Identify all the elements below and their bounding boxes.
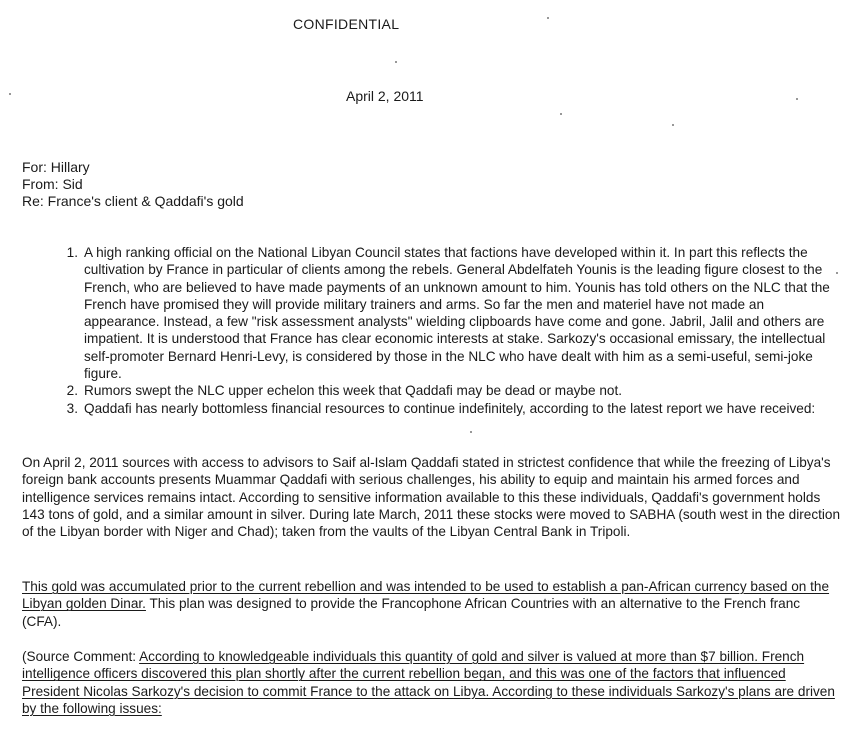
numbered-list xyxy=(40,244,840,417)
scan-speck xyxy=(395,61,397,63)
body-paragraph-gold-holdings: On April 2, 2011 sources with access to advisors to Saif al-Islam Qaddafi stated in strictest confidence that while the freezing of Libya's foreign bank accounts presents Muammar Qaddafi with serious challenges, his ability to equip and maintain his armed forces and intelligence services remains intact. According to sensitive information available to this these individuals, Qaddafi's government holds 143 tons of gold, and a similar amount in silver. During late March, 2011 these stocks were moved to SABHA (south west in the direction of the Libyan border with Niger and Chad); taken from the vaults of the Libyan Central Bank in Tripoli. xyxy=(22,455,841,540)
scan-speck xyxy=(796,98,798,100)
underlined-text: This gold was accumulated prior to the current rebellion and was intended to be used to establish a pan-African currency based on the Libyan golden Dinar. xyxy=(22,579,830,612)
list-item-text: A high ranking official on the National Libyan Council states that factions have developed within it. In part this reflects the cultivation by France in particular of clients among the rebels. General Abdelfateh Younis is the leading figure closest to the French, who are believed to have made payments of an unknown amount to him. Younis has told others on the NLC that the French have promised they will provide military trainers and arms. So far the men and materiel have not made an appearance. Instead, a few "risk assessment analysts" wielding clipboards have come and gone. Jabril, Jalil and others are impatient. It is understood that France has clear economic interests at stake. Sarkozy's occasional emissary, the intellectual self-promoter Bernard Henri-Levy, is considered by those in the NLC who have dealt with him as a semi-useful, semi-joke figure. xyxy=(84,245,830,382)
body-paragraph-source-comment xyxy=(22,648,842,717)
scan-speck xyxy=(470,431,472,433)
body-paragraph-currency-plan xyxy=(22,578,842,630)
list-item-number: 2. xyxy=(66,383,78,399)
scan-speck xyxy=(672,124,674,126)
underlined-text: According to knowledgeable individuals this quantity of gold and silver is valued at more than $7 billion. French intelligence officers discovered this plan shortly after the current rebellion began, and this was one of the factors that influenced President Nicolas Sarkozy's decision to commit France to the attack on Libya. According to these individuals Sarkozy's plans are driven by the following issues: xyxy=(22,649,835,716)
memo-subject: Re: France's client & Qaddafi's gold xyxy=(22,193,244,209)
memo-from: From: Sid xyxy=(22,176,83,192)
list-item xyxy=(40,382,840,399)
memo-for: For: Hillary xyxy=(22,159,90,175)
list-item xyxy=(40,244,840,382)
list-item-number: 1. xyxy=(66,245,78,260)
scan-speck xyxy=(560,113,562,115)
list-item xyxy=(40,400,840,417)
list-item-text: Qaddafi has nearly bottomless financial resources to continue indefinitely, according to the latest report we have received: xyxy=(84,400,816,416)
scan-speck xyxy=(9,93,11,95)
list-item-number: 3. xyxy=(66,400,78,416)
classification-label: CONFIDENTIAL xyxy=(293,16,400,32)
scan-speck xyxy=(547,17,549,19)
paragraph-text: This plan was designed to provide the Francophone African Countries with an alternative to the French franc (CFA). xyxy=(22,596,801,629)
memo-date: April 2, 2011 xyxy=(346,88,424,104)
list-item-text: Rumors swept the NLC upper echelon this week that Qaddafi may be dead or maybe not. xyxy=(84,383,623,399)
scan-speck xyxy=(836,272,838,274)
source-comment-prefix: (Source Comment: xyxy=(22,649,140,664)
